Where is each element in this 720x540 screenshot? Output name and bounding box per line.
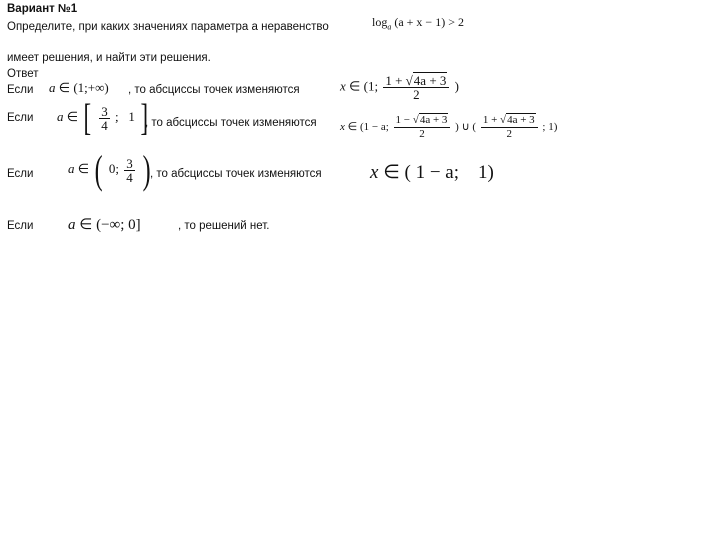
case1-sol-close: ) <box>454 78 459 94</box>
case2-close: ] <box>140 97 149 139</box>
case2-close1: ) <box>455 121 459 134</box>
case3-a: a <box>68 160 75 176</box>
question-continuation: имеет решения, и найти эти решения. <box>7 52 211 64</box>
case3-sol-close: 1) <box>478 162 494 183</box>
case4-a: a <box>68 217 76 233</box>
case2-close2: ; 1) <box>542 121 558 134</box>
case1-fraction: $\frac{1 + √4a + 3}{2}$ <box>383 74 449 101</box>
case1-conclusion: , то абсциссы точек изменяются <box>128 84 300 96</box>
case4-rel: ∈ <box>79 217 93 233</box>
case4-conclusion: , то решений нет. <box>178 220 270 232</box>
case2-fraction1: $\frac{1 - √4a + 3}{2}$ <box>394 114 451 141</box>
case2-den: 4 <box>101 117 108 133</box>
case1-interval: (1;+∞) <box>73 80 109 95</box>
case3-conclusion: , то абсциссы точек изменяются <box>150 168 322 180</box>
case3-open: ( <box>94 147 103 192</box>
case2-num2: 1 + <box>482 114 501 126</box>
case3-num: 3 <box>126 155 133 171</box>
case2-den2: 2 <box>506 128 512 140</box>
case3-sol-rel: ∈ <box>383 162 400 183</box>
case1-rel: ∈ <box>58 80 71 95</box>
case2-num1: 1 − <box>395 114 413 126</box>
case2-sqrt1: 4a + 3 <box>419 114 448 126</box>
case2-open1: (1 − a; <box>359 121 389 134</box>
case3-x: x <box>370 162 379 183</box>
case2-fraction <box>99 105 110 132</box>
case1-a: a <box>49 80 56 95</box>
case2-sol-rel: ∈ <box>347 121 358 134</box>
case2-rel: ∈ <box>66 108 79 124</box>
case2-solution <box>340 114 557 141</box>
case3-left: 0; <box>108 160 120 176</box>
case2-if-label: Если <box>7 112 34 124</box>
log-base: a <box>387 22 392 32</box>
case1-condition <box>49 80 109 96</box>
case3-sol-open: ( 1 − a; <box>404 162 460 183</box>
question-text: Определите, при каких значениях параметра а неравенство <box>7 21 329 33</box>
case4-interval: (−∞; 0] <box>96 217 141 233</box>
inequality-formula <box>372 15 464 31</box>
case3-condition <box>68 147 153 192</box>
union-symbol: ∪ <box>461 121 470 134</box>
case1-sol-open: (1; <box>363 78 379 94</box>
case1-sol-rel: ∈ <box>349 78 361 94</box>
case2-open: [ <box>83 97 92 139</box>
case2-x: x <box>340 121 345 134</box>
case1-if-label: Если <box>7 84 34 96</box>
case1-solution <box>340 74 459 101</box>
case2-sqrt2: 4a + 3 <box>507 114 535 126</box>
case1-x: x <box>340 78 346 94</box>
case2-a: a <box>57 108 64 124</box>
case2-right: 1 <box>128 108 135 124</box>
case3-if-label: Если <box>7 168 34 180</box>
case2-condition <box>57 99 151 137</box>
log-expression: (a + x − 1) > 2 <box>394 15 464 29</box>
case3-rel: ∈ <box>77 160 90 176</box>
case2-fraction2: $\frac{1 + √4a + 3}{2}$ <box>481 114 538 141</box>
case3-den: 4 <box>126 169 133 185</box>
log-func: log <box>372 15 388 29</box>
case4-condition <box>68 215 141 234</box>
case1-den: 2 <box>413 87 420 102</box>
case3-solution <box>370 161 494 184</box>
case2-sep: ; <box>114 108 119 124</box>
case2-open2: ( <box>472 121 477 134</box>
variant-title: Вариант №1 <box>7 3 78 15</box>
case4-if-label: Если <box>7 220 34 232</box>
case3-fraction <box>124 157 135 184</box>
case1-num: 1 + <box>385 73 406 88</box>
case2-num: 3 <box>101 103 108 119</box>
case3-close: ) <box>142 147 151 192</box>
case2-den1: 2 <box>419 128 425 140</box>
case1-sqrt: 4a + 3 <box>413 73 447 88</box>
case2-conclusion: , то абсциссы точек изменяются <box>145 117 317 129</box>
answer-label: Ответ <box>7 68 39 80</box>
